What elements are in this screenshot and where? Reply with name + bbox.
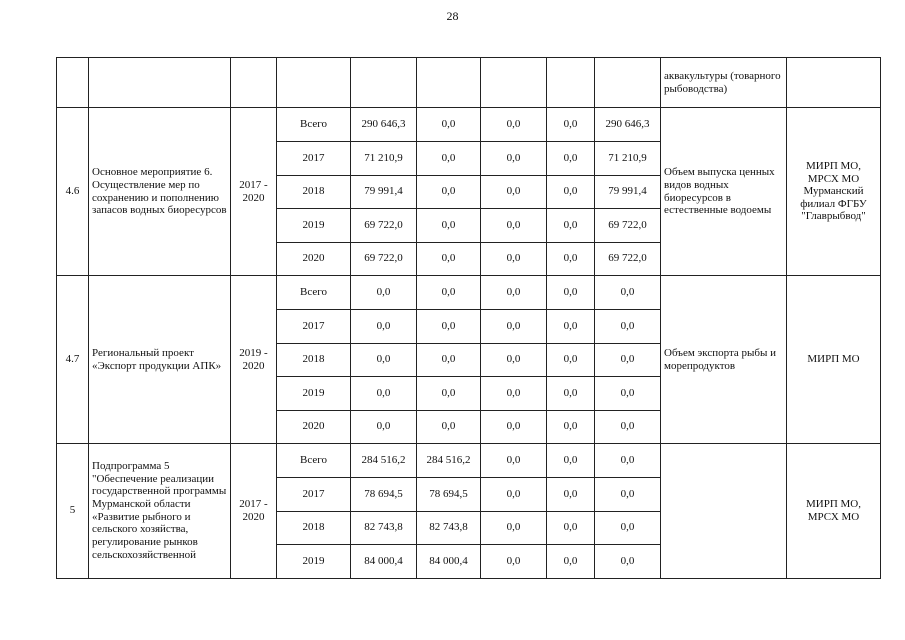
value-cell: 0,0 bbox=[417, 108, 481, 142]
item-name: Основное мероприятие 6. Осуществление мер по сохранению и пополнению запасов водных биоресурсов bbox=[89, 108, 231, 276]
value-cell: 0,0 bbox=[547, 545, 595, 579]
cell-empty bbox=[595, 58, 661, 108]
value-cell: 0,0 bbox=[417, 175, 481, 209]
item-period: 2017 - 2020 bbox=[231, 444, 277, 579]
value-cell: 0,0 bbox=[595, 444, 661, 478]
value-cell: 0,0 bbox=[547, 175, 595, 209]
cell-empty bbox=[547, 58, 595, 108]
year-cell: 2019 bbox=[277, 545, 351, 579]
value-cell: 0,0 bbox=[417, 276, 481, 310]
value-cell: 0,0 bbox=[481, 511, 547, 545]
value-cell: 69 722,0 bbox=[351, 242, 417, 276]
value-cell: 0,0 bbox=[595, 511, 661, 545]
value-cell: 0,0 bbox=[547, 377, 595, 411]
value-cell: 0,0 bbox=[481, 545, 547, 579]
page-number: 28 bbox=[446, 9, 459, 23]
cell-empty bbox=[417, 58, 481, 108]
value-cell: 0,0 bbox=[417, 410, 481, 444]
value-cell: 0,0 bbox=[351, 410, 417, 444]
value-cell: 0,0 bbox=[547, 242, 595, 276]
value-cell: 0,0 bbox=[547, 410, 595, 444]
value-cell: 0,0 bbox=[595, 377, 661, 411]
value-cell: 0,0 bbox=[481, 242, 547, 276]
value-cell: 0,0 bbox=[481, 175, 547, 209]
year-cell: 2017 bbox=[277, 310, 351, 344]
result-cell: аквакультуры (товарного рыбоводства) bbox=[661, 58, 787, 108]
cell-empty bbox=[89, 58, 231, 108]
cell-empty bbox=[277, 58, 351, 108]
value-cell: 0,0 bbox=[417, 142, 481, 176]
item-name: Региональный проект «Экспорт продукции АПК» bbox=[89, 276, 231, 444]
result-cell: Объем экспорта рыбы и морепродуктов bbox=[661, 276, 787, 444]
result-cell bbox=[661, 444, 787, 579]
year-cell: 2019 bbox=[277, 209, 351, 243]
item-number: 4.6 bbox=[57, 108, 89, 276]
value-cell: 78 694,5 bbox=[417, 478, 481, 512]
value-cell: 0,0 bbox=[547, 444, 595, 478]
value-cell: 0,0 bbox=[417, 377, 481, 411]
item-name: Подпрограмма 5 "Обеспечение реализации государственной программы Мурманской области «Развитие рыбного и сельского хозяйства, регулирование рынков сельскохозяйственной bbox=[89, 444, 231, 579]
value-cell: 0,0 bbox=[481, 377, 547, 411]
value-cell: 0,0 bbox=[417, 310, 481, 344]
year-cell: Всего bbox=[277, 108, 351, 142]
year-cell: 2018 bbox=[277, 175, 351, 209]
value-cell: 0,0 bbox=[481, 444, 547, 478]
value-cell: 0,0 bbox=[417, 209, 481, 243]
value-cell: 0,0 bbox=[481, 310, 547, 344]
value-cell: 0,0 bbox=[351, 310, 417, 344]
value-cell: 0,0 bbox=[351, 343, 417, 377]
year-cell: 2019 bbox=[277, 377, 351, 411]
value-cell: 0,0 bbox=[547, 478, 595, 512]
value-cell: 82 743,8 bbox=[351, 511, 417, 545]
cell-empty bbox=[351, 58, 417, 108]
value-cell: 71 210,9 bbox=[351, 142, 417, 176]
value-cell: 0,0 bbox=[547, 511, 595, 545]
value-cell: 79 991,4 bbox=[351, 175, 417, 209]
cell-empty bbox=[57, 58, 89, 108]
value-cell: 0,0 bbox=[481, 276, 547, 310]
executor-cell: МИРП МО, МРСХ МО Мурманский филиал ФГБУ "Главрыбвод" bbox=[787, 108, 881, 276]
value-cell: 0,0 bbox=[481, 108, 547, 142]
value-cell: 0,0 bbox=[547, 343, 595, 377]
value-cell: 0,0 bbox=[547, 108, 595, 142]
value-cell: 0,0 bbox=[547, 276, 595, 310]
value-cell: 0,0 bbox=[547, 142, 595, 176]
value-cell: 0,0 bbox=[351, 276, 417, 310]
value-cell: 0,0 bbox=[595, 545, 661, 579]
value-cell: 0,0 bbox=[481, 478, 547, 512]
value-cell: 0,0 bbox=[595, 410, 661, 444]
item-number: 4.7 bbox=[57, 276, 89, 444]
value-cell: 0,0 bbox=[417, 343, 481, 377]
value-cell: 69 722,0 bbox=[595, 242, 661, 276]
table-row bbox=[57, 444, 881, 478]
year-cell: 2017 bbox=[277, 478, 351, 512]
value-cell: 0,0 bbox=[481, 410, 547, 444]
cell-empty bbox=[481, 58, 547, 108]
value-cell: 0,0 bbox=[547, 310, 595, 344]
value-cell: 71 210,9 bbox=[595, 142, 661, 176]
value-cell: 284 516,2 bbox=[417, 444, 481, 478]
executor-cell: МИРП МО bbox=[787, 276, 881, 444]
table-row bbox=[57, 276, 881, 310]
value-cell: 69 722,0 bbox=[351, 209, 417, 243]
value-cell: 69 722,0 bbox=[595, 209, 661, 243]
year-cell: 2020 bbox=[277, 242, 351, 276]
value-cell: 0,0 bbox=[481, 343, 547, 377]
value-cell: 290 646,3 bbox=[595, 108, 661, 142]
value-cell: 0,0 bbox=[417, 242, 481, 276]
item-period: 2019 - 2020 bbox=[231, 276, 277, 444]
table-row bbox=[57, 108, 881, 142]
value-cell: 290 646,3 bbox=[351, 108, 417, 142]
year-cell: Всего bbox=[277, 444, 351, 478]
value-cell: 0,0 bbox=[481, 209, 547, 243]
value-cell: 79 991,4 bbox=[595, 175, 661, 209]
item-number: 5 bbox=[57, 444, 89, 579]
cell-empty bbox=[231, 58, 277, 108]
value-cell: 0,0 bbox=[595, 343, 661, 377]
value-cell: 0,0 bbox=[595, 478, 661, 512]
value-cell: 84 000,4 bbox=[351, 545, 417, 579]
program-table bbox=[56, 57, 881, 579]
value-cell: 0,0 bbox=[595, 310, 661, 344]
year-cell: 2017 bbox=[277, 142, 351, 176]
value-cell: 82 743,8 bbox=[417, 511, 481, 545]
result-cell: Объем выпуска ценных видов водных биоресурсов в естественные водоемы bbox=[661, 108, 787, 276]
value-cell: 78 694,5 bbox=[351, 478, 417, 512]
value-cell: 84 000,4 bbox=[417, 545, 481, 579]
continuation-row bbox=[57, 58, 881, 108]
value-cell: 0,0 bbox=[547, 209, 595, 243]
executor-cell: МИРП МО, МРСХ МО bbox=[787, 444, 881, 579]
value-cell: 0,0 bbox=[351, 377, 417, 411]
item-period: 2017 - 2020 bbox=[231, 108, 277, 276]
year-cell: 2020 bbox=[277, 410, 351, 444]
year-cell: 2018 bbox=[277, 343, 351, 377]
cell-empty bbox=[787, 58, 881, 108]
year-cell: 2018 bbox=[277, 511, 351, 545]
value-cell: 0,0 bbox=[595, 276, 661, 310]
value-cell: 284 516,2 bbox=[351, 444, 417, 478]
year-cell: Всего bbox=[277, 276, 351, 310]
value-cell: 0,0 bbox=[481, 142, 547, 176]
